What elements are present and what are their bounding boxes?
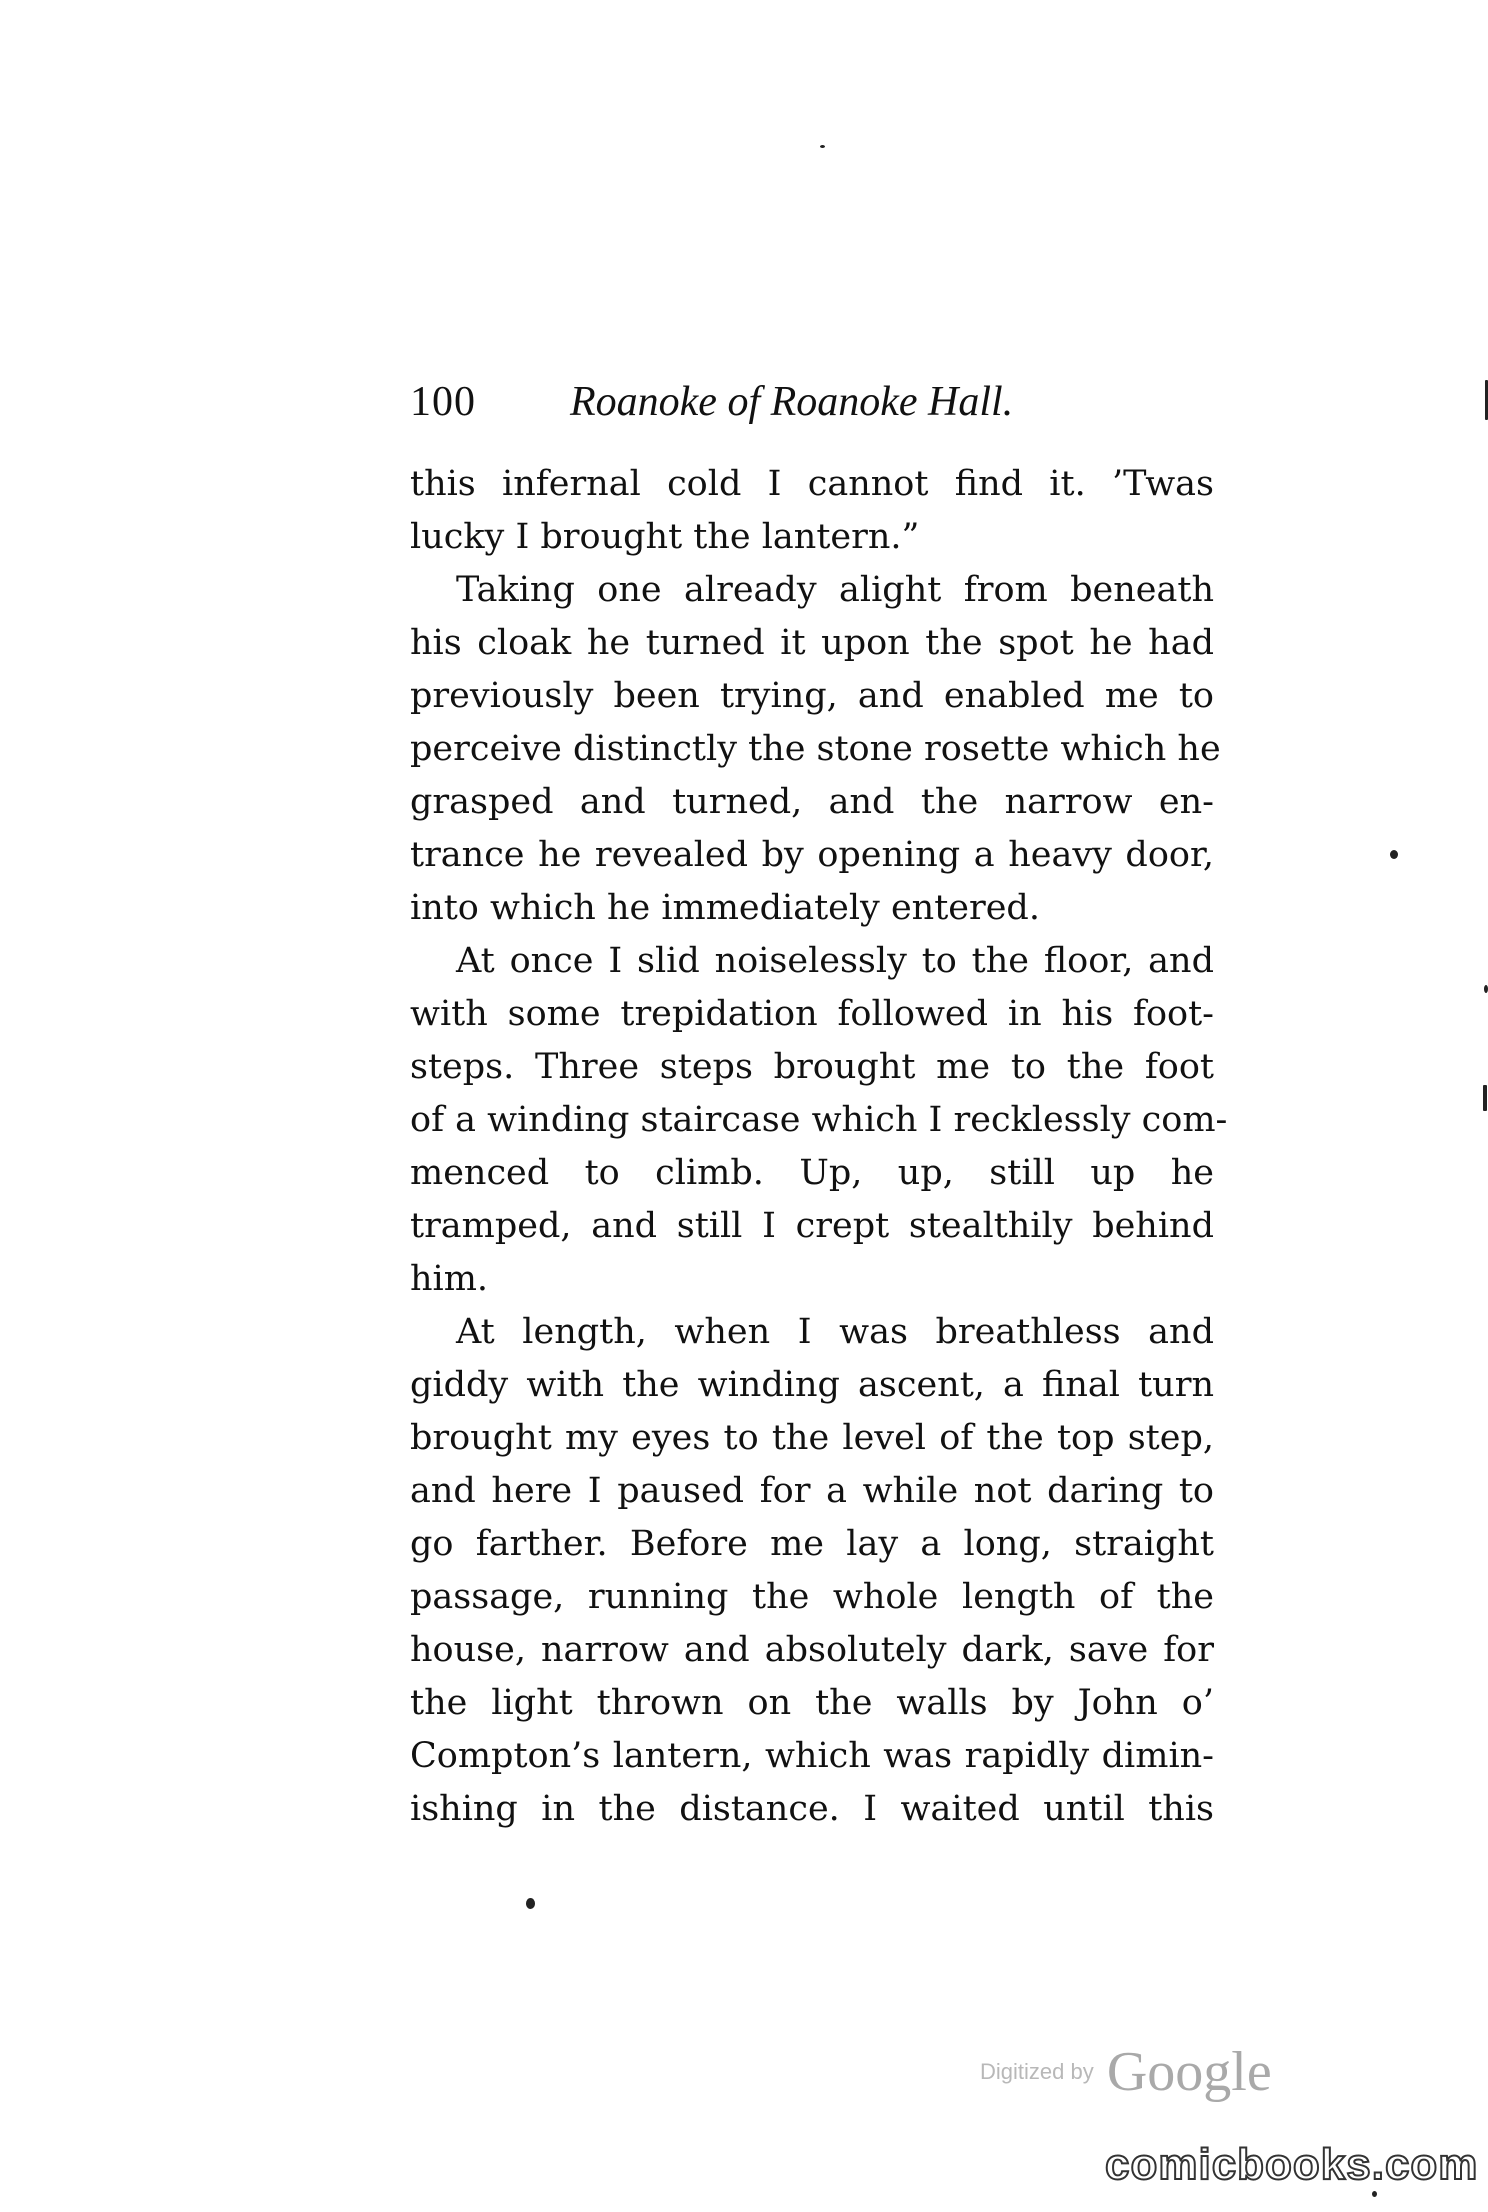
scan-speck [1483,1085,1487,1111]
digitized-by-google-mark [980,2040,1272,2120]
scan-speck [1390,850,1398,859]
text-line: of a winding staircase which I recklessly com- [410,1100,1228,1140]
running-head [410,372,1230,432]
scan-speck [820,145,825,148]
text-line: giddy with the winding ascent, a final turn [410,1365,1214,1405]
text-line: his cloak he turned it upon the spot he had [410,623,1214,663]
text-line: tramped, and still I crept stealthily behind [410,1206,1214,1246]
digitized-by-label: Digitized by [980,2059,1094,2084]
text-line: grasped and turned, and the narrow en- [410,782,1214,822]
text-line: steps. Three steps brought me to the foot [410,1047,1214,1087]
text-line: At once I slid noiselessly to the floor, and [456,941,1214,981]
text-line: brought my eyes to the level of the top step, [410,1418,1214,1458]
text-line: and here I paused for a while not daring to [410,1471,1214,1511]
text-line: house, narrow and absolutely dark, save for [410,1630,1214,1670]
text-line: previously been trying, and enabled me to [410,676,1214,716]
text-line: him. [410,1259,489,1299]
site-watermark: comicbooks.com [1105,2140,1479,2189]
text-line: perceive distinctly the stone rosette which he [410,729,1221,769]
text-line: this infernal cold I cannot find it. ’Twas [410,464,1214,504]
text-line: ishing in the distance. I waited until this [410,1789,1214,1829]
scan-speck [526,1898,535,1909]
text-line: lucky I brought the lantern.” [410,517,920,557]
text-line: the light thrown on the walls by John o’ [410,1683,1214,1723]
body-text [410,458,1228,1836]
scan-speck [1372,2191,1377,2197]
text-line: Compton’s lantern, which was rapidly dimin- [410,1736,1214,1776]
text-line: At length, when I was breathless and [456,1312,1214,1352]
text-line: into which he immediately entered. [410,888,1040,928]
text-line: with some trepidation followed in his foot- [410,994,1214,1034]
scan-speck [1484,985,1488,993]
book-title: Roanoke of Roanoke Hall. [570,379,1014,425]
google-logo-text: Google [1106,2041,1272,2103]
text-line: menced to climb. Up, up, still up he [410,1153,1214,1193]
text-line: passage, running the whole length of the [410,1577,1214,1617]
text-line: trance he revealed by opening a heavy door, [410,835,1214,875]
page-number: 100 [410,379,476,425]
text-line: Taking one already alight from beneath [456,570,1214,610]
text-line: go farther. Before me lay a long, straight [410,1524,1214,1564]
